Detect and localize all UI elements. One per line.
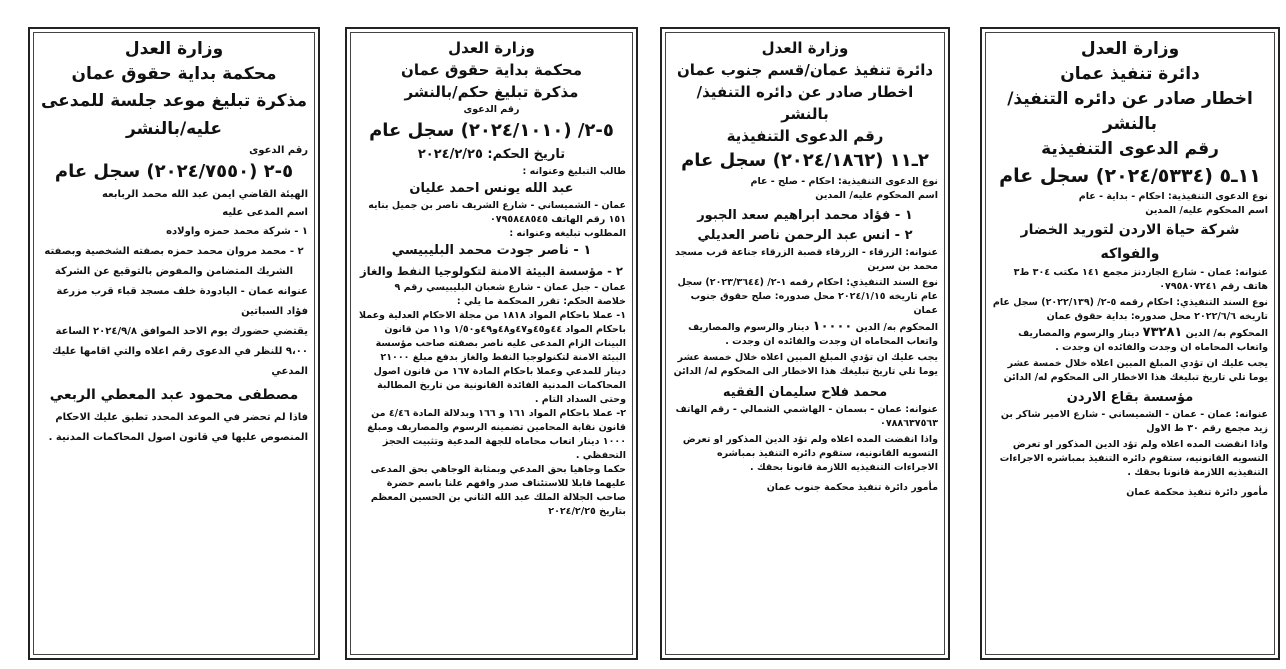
notice-execution-south-amman (660, 27, 950, 660)
defendant-name: شركة حياة الاردن لتوريد الخضار والفواكه (1020, 222, 1240, 262)
debt-label: المحكوم به/ الدين (1185, 328, 1268, 339)
case-type: نوع الدعوى التنفيذية: احكام - بداية - عام (1078, 191, 1268, 202)
summary-label: خلاصة الحكم: تقرر المحكمة ما يلي : (456, 296, 626, 307)
creditor-address: عنوانه: عمان - بسمان - الهاشمي الشمالي - رقم الهاتف ٠٧٨٨٦٣٧٥٦٣ (675, 404, 938, 429)
defendant-address: عنوانه عمان - اليادودة خلف مسجد قباء قرب مزرعة فؤاد السباتين (56, 286, 308, 317)
case-label: رقم الدعوى التنفيذية (726, 127, 884, 145)
debt-label: المحكوم به/ الدين (855, 322, 938, 333)
target-1: ١ - ناصر جودت محمد البليبيسي (391, 243, 592, 258)
notice-judgment-service (345, 27, 638, 660)
target-address: عمان - جبل عمان - شارع شعبان البليبيسي رقم ٩ (394, 282, 626, 293)
ministry-heading: وزارة العدل (761, 39, 849, 57)
defendant-2: ٢ - محمد مروان محمد حمزه بصفته الشخصية وبصفته الشريك المتضامن والمفوض بالتوقيع عن الشركة (44, 246, 304, 277)
target-label: المطلوب تبليغه وعنوانه : (509, 228, 626, 239)
requester-label: طالب التبليغ وعنوانه : (522, 166, 626, 177)
debt-details (992, 326, 1268, 355)
case-number: ٥-٢/ (٢٠٢٤/١٠١٠) سجل عام (369, 120, 614, 141)
notice-title: اخطار صادر عن دائره التنفيذ/ بالنشر (1007, 89, 1253, 134)
requester-address: عمان - الشميساني - شارع الشريف ناصر بن جميل بنايه ١٥١ رقم الهاتف ٠٧٩٥٨٤٨٥٤٥ (368, 200, 626, 225)
case-number: ٢ـ١١ (٢٠٢٤/١٨٦٢) سجل عام (681, 150, 929, 171)
warning-text: واذا انقضت المده اعلاه ولم تؤد الدين المذكور او تعرض التسويه القانونيه، ستقوم دائره التنفيذ بمباشره الاجراءات التنفيذيه اللازمة قانونا بحقك . (682, 434, 938, 473)
court-heading: محكمة بداية حقوق عمان (71, 64, 277, 84)
debt-suffix: دينار والرسوم والمصاريف واتعاب المحاماه ان وجدت والفائده ان وجدت . (688, 322, 938, 347)
debt-suffix: دينار والرسوم والمصاريف واتعاب المحاماه ان وجدت والفائده ان وجدت . (1018, 328, 1268, 353)
defendant-label: اسم المحكوم عليه/ المدين (1145, 205, 1268, 216)
payment-notice: يجب عليك ان تؤدي المبلغ المبين اعلاه خلال خمسة عشر يوما تلي تاريخ تبليغك هذا الاخطار الى المحكوم له/ الدائن (1003, 358, 1268, 383)
case-number: ١١ـ٥ (٢٠٢٤/٥٣٣٤) سجل عام (999, 165, 1261, 187)
case-number: ٥-٢ (٢٠٢٤/٧٥٥٠) سجل عام (54, 161, 294, 182)
officer-signature: مأمور دائرة تنفيذ محكمة جنوب عمان (766, 482, 938, 493)
judgment-date: تاريخ الحكم: ٢٠٢٤/٢/٢٥ (417, 147, 566, 162)
case-label: رقم الدعوى التنفيذية (1041, 139, 1219, 159)
ministry-heading: وزارة العدل (1080, 39, 1180, 59)
notice-execution-amman (980, 27, 1280, 660)
ministry-heading: وزارة العدل (124, 39, 224, 59)
payment-notice: يجب عليك ان تؤدي المبلغ المبين اعلاه خلال خمسة عشر يوما تلي تاريخ تبليغك هذا الاخطار الى المحكوم له/ الدائن (673, 352, 938, 377)
bond-details: نوع السند التنفيذي: احكام رقمه ١-٢/ (٢٠٢٣/٣٦٤٤) سجل عام تاريخه ٢٠٢٤/١/١٥ محل صدوره: صلح حقوق جنوب عمان (677, 277, 938, 316)
defendant-address: عنوانه: الزرقاء - الزرقاء قصبة الزرقاء جناعة قرب مسجد محمد بن سرين (675, 247, 938, 272)
ruling-2: ٢- عملا باحكام المواد ١٦١ و ١٦٦ وبدلالة المادة ٤/٤٦ من قانون نقابة المحامين تضمينه الرسوم والمصاريف ومبلغ ١٠٠٠ دينار اتعاب محاماه للجهة المدعية وتثبيت الحجز التحفظي . (367, 408, 626, 461)
officer-signature: مأمور دائرة تنفيذ محكمة عمان (1126, 487, 1268, 498)
bond-details: نوع السند التنفيذي: احكام رقمه ٥-٢/ (٢٠٢٢/١٣٩) سجل عام تاريخه ٢٠٢٢/٦/٦ محل صدوره: بداية حقوق عمان (992, 297, 1268, 322)
debt-amount: ٧٣٢٨١ (1142, 325, 1183, 340)
requester-name: عبد الله يونس احمد عليان (409, 181, 574, 196)
hearing-details: يقتضي حضورك يوم الاحد الموافق ٢٠٢٤/٩/٨ الساعة ٩،٠٠ للنظر في الدعوى رقم اعلاه والتي اقامها عليك المدعي (52, 326, 308, 377)
department-heading: دائرة تنفيذ عمان/قسم جنوب عمان (676, 61, 934, 79)
case-type: نوع الدعوى التنفيذية: احكام - صلح - عام (750, 176, 938, 187)
defendant-1: ١ - شركة محمد حمزه واولاده (166, 226, 308, 237)
debt-details (672, 320, 938, 349)
notice-title: مذكرة تبليغ موعد جلسة للمدعى عليه/بالنشر (40, 91, 308, 139)
defendant-label: اسم المحكوم عليه/ المدين (815, 190, 938, 201)
case-label: رقم الدعوى (463, 104, 520, 115)
ministry-heading: وزارة العدل (448, 39, 535, 57)
defendant-address: عنوانه: عمان - شارع الجاردنز مجمع ١٤١ مكتب ٣٠٤ ط٣ هاتف رقم ٠٧٩٥٨٠٧٢٤١ (1013, 267, 1268, 292)
department-heading: دائرة تنفيذ عمان (1060, 64, 1200, 84)
creditor-address: عنوانه: عمان - عمان - الشميساني - شارع الامير شاكر بن زيد مجمع رقم ٣٠ ط الاول (1000, 409, 1268, 434)
notice-hearing-date (28, 27, 320, 660)
warning-text: واذا انقضت المده اعلاه ولم تؤد الدين المذكور او تعرض التسويه القانونيه، ستقوم دائره التنفيذ بمباشره الاجراءات التنفيذيه اللازمة قانونا بحقك . (999, 439, 1268, 478)
warning-text: فاذا لم تحضر في الموعد المحدد تطبق عليك الاحكام المنصوص عليها في قانون اصول المحاكمات المدنية . (48, 412, 308, 443)
target-2: ٢ - مؤسسة البيئة الامنة لتكولوجيا النفط والغاز (360, 264, 623, 278)
ruling-1: ١- عملا باحكام المواد ١٨١٨ من مجلة الاحكام العدلية وعملا باحكام المواد ٤٤و٤٥و٤٧و٤٨و٤٩و١/٥٠ و١١ من قانون البينات الزام المدعى عليه ناصر بصفته صاحب مؤسسة البيئة الامنة لتكنولوجيا النفط والغاز بدفع مبلغ ٢١٠٠٠ دينار للمدعي وعملا باحكام المادة ١٦٧ من قانون اصول المحاكمات المدنية الفائدة القانونية من تاريخ المطالبة وحتى السداد التام . (358, 310, 626, 405)
case-label: رقم الدعوى (249, 145, 308, 156)
defendant-1: ١ - فؤاد محمد ابراهيم سعد الجبور (697, 208, 913, 223)
debt-amount: ١٠٠٠٠ (812, 319, 853, 334)
creditor-name: مؤسسة بقاع الاردن (1066, 390, 1194, 405)
creditor-name: محمد فلاح سليمان الفقيه (722, 385, 888, 400)
plaintiff-name: مصطفى محمود عبد المعطي الربعي (49, 387, 299, 403)
notice-title: اخطار صادر عن دائره التنفيذ/ بالنشر (696, 83, 914, 123)
notice-title: مذكرة تبليغ حكم/بالنشر (404, 83, 579, 101)
defendant-2: ٢ - انس عبد الرحمن ناصر العديلي (697, 228, 913, 243)
defendant-label: اسم المدعى عليه (222, 207, 308, 218)
court-heading: محكمة بداية حقوق عمان (401, 61, 582, 79)
court-panel: الهيئة القاضي ايمن عبد الله محمد الربابعه (102, 189, 308, 200)
closing-text: حكما وجاهيا بحق المدعي وبمثابة الوجاهي بحق المدعى عليهما قابلا للاستئناف صدر وافهم علنا باسم حضرة صاحب الجلالة الملك عبد الله الثاني بن الحسين المعظم بتاريخ ٢٠٢٤/٢/٢٥ (370, 464, 626, 517)
